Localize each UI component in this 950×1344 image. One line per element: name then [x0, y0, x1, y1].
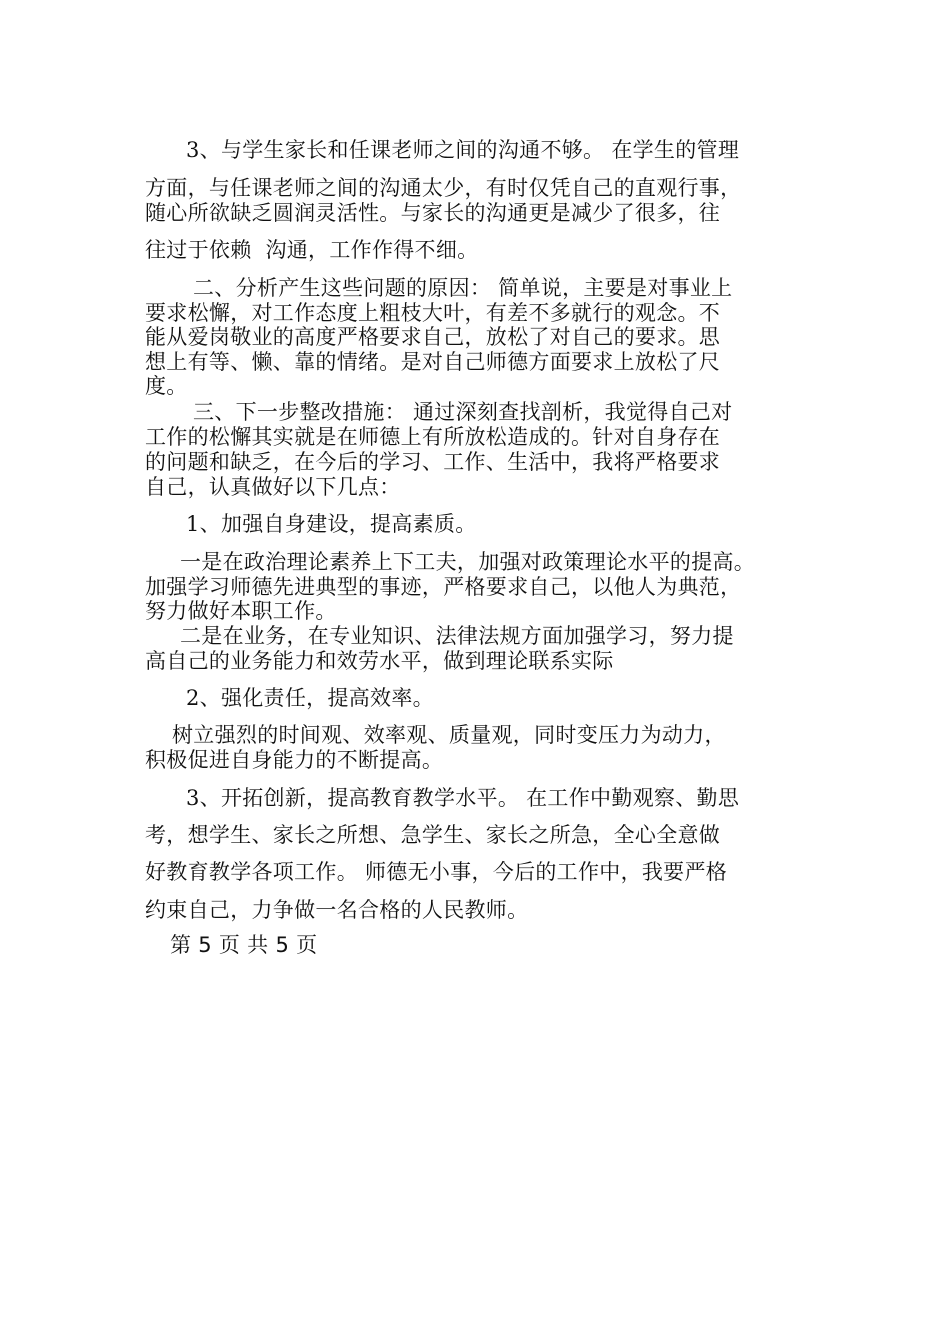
text-line: 随心所欲缺乏圆润灵活性。与家长的沟通更是减少了很多，往 [145, 201, 721, 225]
text-line: 1、加强自身建设，提高素质。 [186, 512, 477, 536]
text-line: 方面，与任课老师之间的沟通太少，有时仅凭自己的直观行事， [145, 176, 742, 200]
text-line: 努力做好本职工作。 [145, 599, 337, 623]
text-line: 2、强化责任，提高效率。 [186, 686, 434, 710]
text-line: 积极促进自身能力的不断提高。 [145, 748, 444, 772]
text-line: 想上有等、懒、靠的情绪。是对自己师德方面要求上放松了尺 [145, 350, 721, 374]
text-line: 3、与学生家长和任课老师之间的沟通不够。 在学生的管理 [186, 138, 740, 162]
page-footer: 第 5 页 共 5 页 [170, 933, 318, 957]
text-line: 三、下一步整改措施： 通过深刻查找剖析，我觉得自己对 [193, 400, 733, 424]
text-line: 树立强烈的时间观、效率观、质量观，同时变压力为动力， [172, 723, 726, 747]
text-line: 高自己的业务能力和效劳水平，做到理论联系实际 [145, 649, 614, 673]
text-line: 往过于依赖 沟通，工作作得不细。 [145, 238, 479, 262]
text-line: 考，想学生、家长之所想、急学生、家长之所急，全心全意做 [145, 823, 721, 847]
text-line: 要求松懈，对工作态度上粗枝大叶，有差不多就行的观念。不 [145, 301, 721, 325]
text-line: 度。 [145, 374, 188, 398]
text-line: 自己，认真做好以下几点： [145, 475, 401, 499]
text-line: 一是在政治理论素养上下工夫，加强对政策理论水平的提高。 [180, 550, 756, 574]
text-line: 约束自己，力争做一名合格的人民教师。 [145, 898, 529, 922]
text-line: 二是在业务，在专业知识、法律法规方面加强学习，努力提 [180, 624, 734, 648]
text-line: 二、分析产生这些问题的原因： 简单说，主要是对事业上 [193, 276, 733, 300]
text-line: 的问题和缺乏，在今后的学习、工作、生活中，我将严格要求 [145, 450, 721, 474]
text-line: 加强学习师德先进典型的事迹，严格要求自己，以他人为典范， [145, 575, 742, 599]
text-line: 好教育教学各项工作。 师德无小事，今后的工作中，我要严格 [145, 860, 728, 884]
text-line: 工作的松懈其实就是在师德上有所放松造成的。针对自身存在 [145, 425, 721, 449]
text-line: 3、开拓创新，提高教育教学水平。 在工作中勤观察、勤思 [186, 786, 740, 810]
text-line: 能从爱岗敬业的高度严格要求自己，放松了对自己的要求。思 [145, 325, 721, 349]
